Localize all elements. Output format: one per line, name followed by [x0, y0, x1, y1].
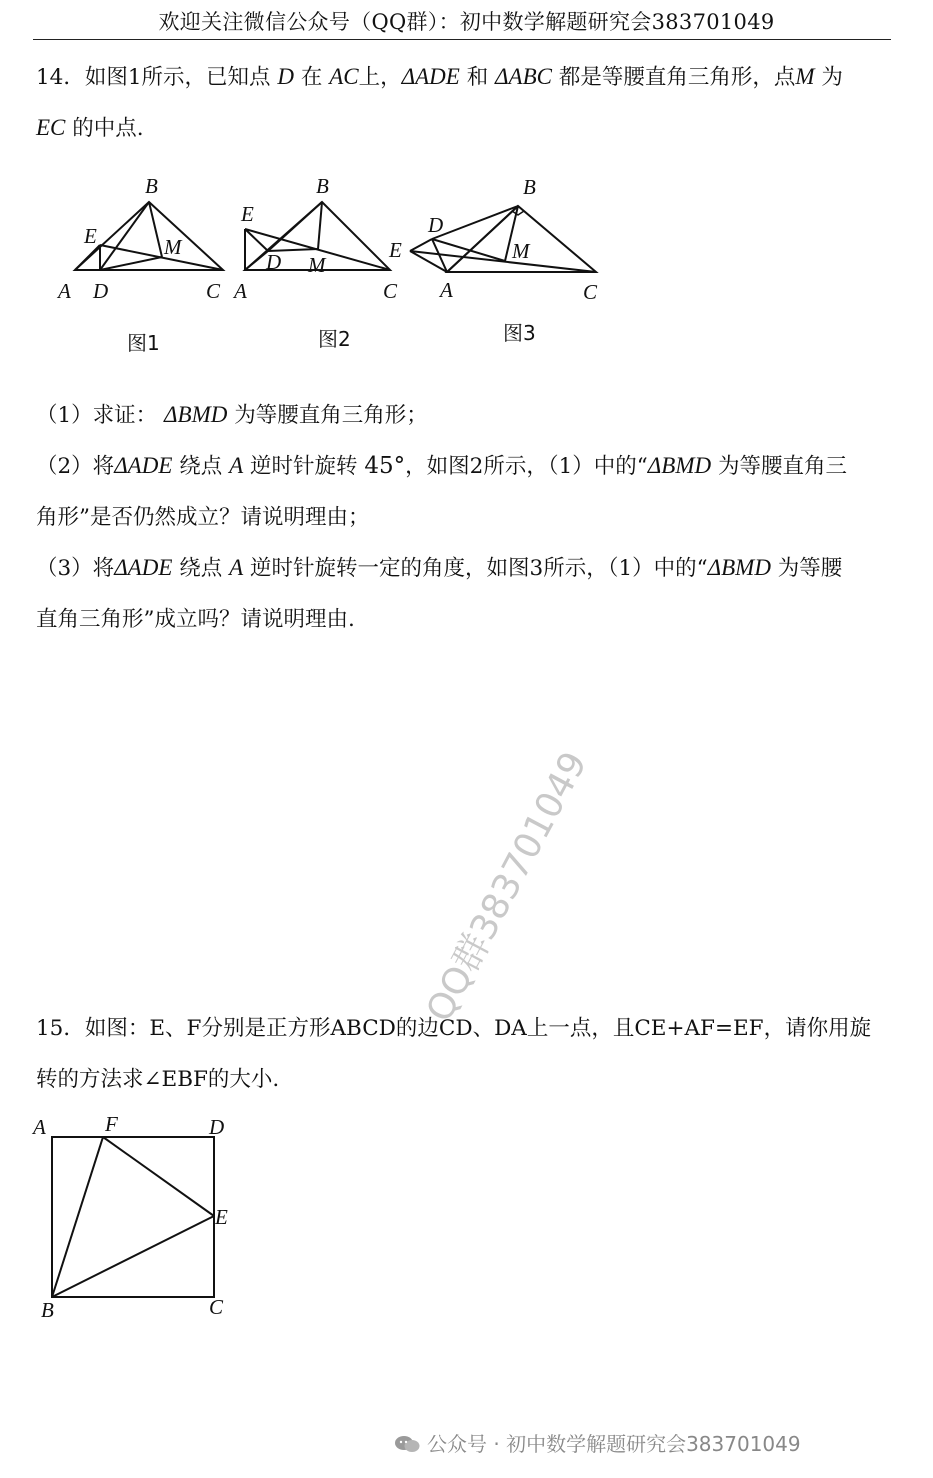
q14-text: 和	[466, 65, 489, 90]
q14-math: ΔADE	[114, 453, 173, 478]
footer	[393, 1428, 801, 1457]
fig3-segment-ed	[410, 239, 432, 251]
q14-text: 为	[821, 65, 843, 90]
q14-math: ΔADE	[114, 555, 173, 580]
fig3-label-a: A	[440, 278, 453, 302]
q14-part3-line1	[36, 551, 842, 582]
q14-text: 上，	[358, 65, 402, 90]
q15-line2: 转的方法求∠EBF的大小.	[36, 1067, 280, 1092]
q14-number: 14．	[36, 65, 85, 90]
q15-label-c: C	[209, 1295, 224, 1319]
fig1-label-e: E	[84, 224, 97, 248]
q14-text: 的中点.	[72, 116, 144, 141]
segment-bf	[52, 1137, 103, 1297]
q14-math: ΔADE	[401, 64, 460, 89]
figure-caption-1: 图1	[127, 331, 160, 355]
q14-text: 绕点	[179, 454, 223, 479]
q14-math: ΔBMD	[707, 555, 771, 580]
q15-figure	[25, 1110, 245, 1325]
q14-math: ΔABC	[495, 64, 552, 89]
q15-label-b: B	[41, 1298, 54, 1322]
figure-caption-3: 图3	[503, 321, 536, 345]
q14-math: 45°	[364, 453, 406, 479]
q14-text: 如图1所示，已知点	[84, 65, 271, 90]
q14-text: 为等腰直角三	[717, 454, 847, 479]
q14-part1	[36, 398, 428, 429]
fig2-label-m: M	[308, 253, 326, 277]
footer-text: 公众号 · 初中数学解题研究会383701049	[427, 1432, 801, 1456]
q14-text: 逆时针旋转	[250, 454, 358, 479]
q14-math: M	[795, 64, 815, 89]
q14-part2-line2: 角形”是否仍然成立？请说明理由；	[36, 505, 370, 530]
segment-eb	[52, 1216, 214, 1297]
q14-math: A	[229, 453, 244, 478]
fig2-label-b: B	[316, 174, 329, 198]
fig1-label-b: B	[145, 174, 158, 198]
fig1-label-d: D	[93, 279, 109, 303]
fig1-label-m: M	[164, 235, 182, 259]
fig3-segment-db	[432, 206, 518, 239]
q14-stem-line2	[36, 111, 144, 142]
fig2-label-d: D	[266, 250, 282, 274]
fig3-right-angle-mark	[512, 211, 524, 215]
wechat-icon	[393, 1434, 421, 1454]
fig3-label-c: C	[583, 280, 598, 304]
q14-text: （1）求证：	[36, 403, 158, 428]
q15-label-d: D	[209, 1115, 225, 1139]
fig2-label-a: A	[234, 279, 247, 303]
fig2-segment-bm	[318, 202, 322, 249]
figure-caption-2: 图2	[318, 327, 351, 351]
q14-math: AC	[329, 64, 359, 89]
fig1-segment-dm	[100, 257, 162, 270]
fig2-label-c: C	[383, 279, 398, 303]
q14-math: D	[277, 64, 295, 89]
q15-label-f: F	[105, 1112, 118, 1136]
watermark: QQ群383701049	[418, 745, 596, 1029]
q14-text: 逆时针旋转一定的角度，如图3所示，（1）中的“	[250, 556, 708, 581]
q14-text: 在	[300, 65, 323, 90]
q15-label-a: A	[33, 1115, 46, 1139]
segment-fe	[103, 1137, 214, 1216]
q14-math: EC	[36, 115, 66, 140]
q14-text: （2）将	[36, 454, 115, 479]
q14-text: （3）将	[36, 556, 115, 581]
fig3-label-m: M	[512, 239, 530, 263]
fig1-segment-bd	[100, 202, 149, 270]
fig1-label-a: A	[58, 279, 71, 303]
q14-text: ，如图2所示，（1）中的“	[405, 454, 648, 479]
q14-text: 为等腰直角三角形；	[234, 403, 428, 428]
fig3-label-e: E	[389, 238, 402, 262]
q14-math: ΔBMD	[647, 453, 712, 478]
fig3-label-b: B	[523, 175, 536, 199]
square-abcd	[52, 1137, 214, 1297]
q15-line1: 15．如图：E、F分别是正方形ABCD的边CD、DA上一点，且CE+AF=EF，请你用旋	[36, 1016, 872, 1041]
fig3-label-d: D	[428, 213, 444, 237]
q14-part2-line1	[36, 449, 847, 480]
q14-part3-line2: 直角三角形”成立吗？请说明理由.	[36, 607, 355, 632]
header-rule	[33, 39, 891, 40]
q14-math: ΔBMD	[164, 402, 228, 427]
q14-math: A	[229, 555, 244, 580]
fig3-segment-ec	[410, 251, 596, 272]
fig2-label-e: E	[241, 202, 254, 226]
q14-stem-line1	[36, 60, 843, 91]
fig1-segment-bm	[149, 202, 162, 257]
q14-text: 都是等腰直角三角形，点	[558, 65, 796, 90]
q14-text: 绕点	[179, 556, 223, 581]
figure-1	[75, 202, 223, 270]
q15-label-e: E	[215, 1205, 228, 1229]
fig1-segment-ae	[75, 245, 100, 270]
page-header: 欢迎关注微信公众号（QQ群）：初中数学解题研究会383701049	[158, 10, 775, 34]
fig1-label-c: C	[206, 279, 221, 303]
q14-text: 为等腰	[777, 556, 843, 581]
fig2-segment-ad	[245, 251, 268, 270]
